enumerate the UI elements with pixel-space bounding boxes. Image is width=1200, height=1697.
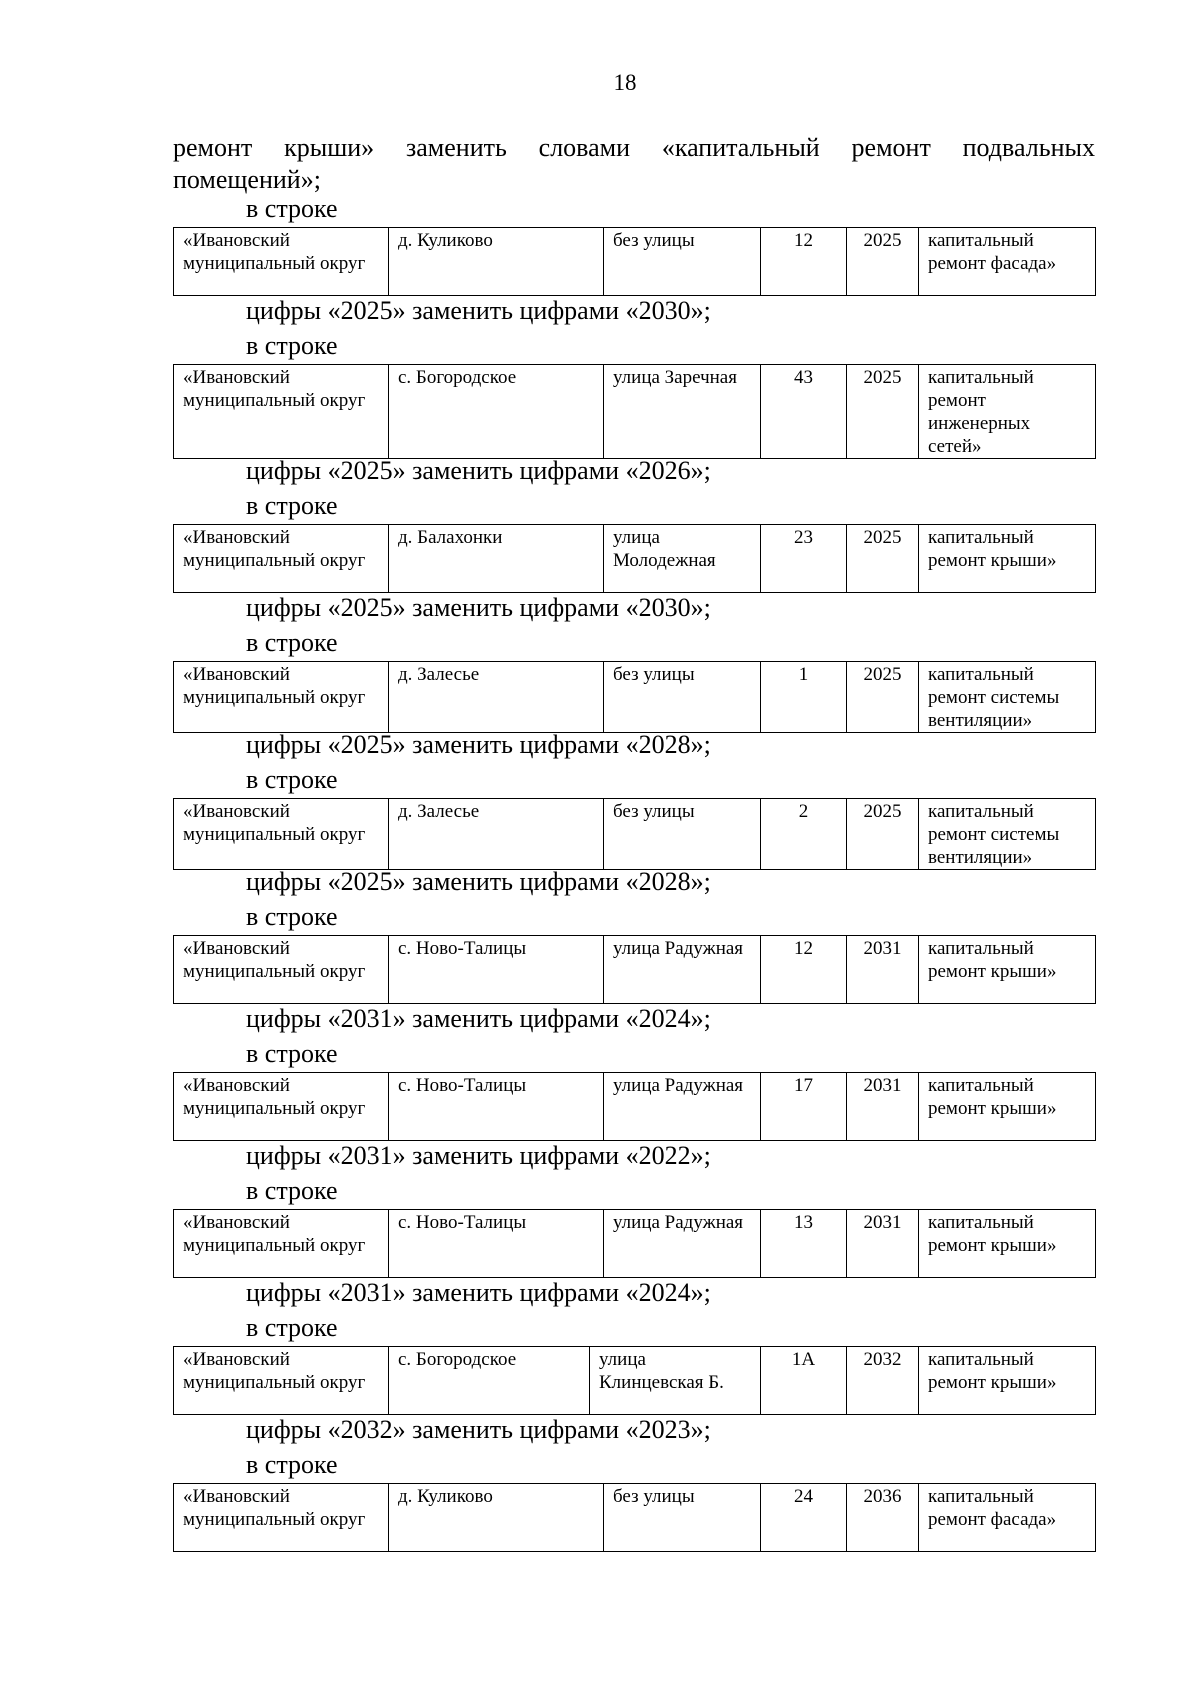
cell-house: 24 [761,1484,847,1552]
cell-year: 2031 [847,1210,919,1278]
cell-street: улица Молодежная [604,525,761,593]
instruction-text: цифры «2025» заменить цифрами «2028»; [246,867,711,896]
amendment-block [173,491,1095,634]
intro-line-1 [173,132,1095,164]
cell-house: 23 [761,525,847,593]
amendment-block [173,902,1095,1045]
cell-municipality: «Ивановский муниципальный округ [174,525,389,593]
cell-municipality: «Ивановский муниципальный округ [174,1210,389,1278]
cell-settlement: с. Ново-Талицы [389,936,604,1004]
cell-municipality: «Ивановский муниципальный округ [174,1347,389,1415]
cell-street: без улицы [604,799,761,870]
in-row-label: в строке [246,1313,338,1342]
table-row [174,1347,1096,1415]
cell-settlement: д. Куликово [389,228,604,296]
cell-work-type: капитальный ремонт фасада» [919,1484,1096,1552]
intro-paragraph [173,132,1095,196]
cell-municipality: «Ивановский муниципальный округ [174,365,389,459]
cell-year: 2036 [847,1484,919,1552]
in-row-label: в строке [246,194,338,223]
row-table [173,661,1096,733]
intro-word: ремонт [173,133,253,162]
instruction-text: цифры «2031» заменить цифрами «2024»; [246,1004,711,1033]
amendment-block [173,1176,1095,1319]
intro-word: крыши» [284,133,375,162]
cell-settlement: д. Балахонки [389,525,604,593]
cell-work-type: капитальный ремонт инженерных сетей» [919,365,1096,459]
cell-street: улица Клинцевская Б. [590,1347,761,1415]
table-row [174,799,1096,870]
cell-work-type: капитальный ремонт крыши» [919,936,1096,1004]
cell-settlement: д. Залесье [389,799,604,870]
row-table [173,1072,1096,1141]
in-row-label: в строке [246,1176,338,1205]
in-row-label: в строке [246,628,338,657]
row-table [173,798,1096,870]
cell-house: 13 [761,1210,847,1278]
intro-word: ремонт [851,133,931,162]
cell-work-type: капитальный ремонт крыши» [919,525,1096,593]
amendment-blocks [173,194,1095,1593]
instruction-text: цифры «2032» заменить цифрами «2023»; [246,1415,711,1444]
instruction-text: цифры «2025» заменить цифрами «2028»; [246,730,711,759]
cell-house: 12 [761,936,847,1004]
cell-street: улица Заречная [604,365,761,459]
cell-settlement: с. Ново-Талицы [389,1073,604,1141]
amendment-block [173,331,1095,497]
cell-year: 2025 [847,228,919,296]
table-row [174,1484,1096,1552]
cell-house: 12 [761,228,847,296]
in-row-label: в строке [246,765,338,794]
table-row [174,936,1096,1004]
cell-year: 2031 [847,936,919,1004]
intro-line-2: помещений»; [173,165,321,194]
amendment-block [173,765,1095,908]
cell-year: 2025 [847,662,919,733]
cell-work-type: капитальный ремонт системы вентиляции» [919,799,1096,870]
in-row-label: в строке [246,491,338,520]
intro-word: словами [538,133,631,162]
cell-year: 2031 [847,1073,919,1141]
table-row [174,1073,1096,1141]
in-row-label: в строке [246,1450,338,1479]
cell-work-type: капитальный ремонт фасада» [919,228,1096,296]
cell-house: 1А [761,1347,847,1415]
amendment-block [173,1450,1095,1593]
instruction-text: цифры «2031» заменить цифрами «2022»; [246,1141,711,1170]
intro-word: заменить [405,133,507,162]
cell-year: 2025 [847,799,919,870]
instruction-text: цифры «2025» заменить цифрами «2030»; [246,593,711,622]
cell-street: улица Радужная [604,936,761,1004]
cell-street: без улицы [604,228,761,296]
in-row-label: в строке [246,1039,338,1068]
instruction-text: цифры «2025» заменить цифрами «2030»; [246,296,711,325]
cell-work-type: капитальный ремонт системы вентиляции» [919,662,1096,733]
cell-municipality: «Ивановский муниципальный округ [174,799,389,870]
cell-settlement: д. Куликово [389,1484,604,1552]
table-row [174,1210,1096,1278]
table-row [174,662,1096,733]
row-table [173,935,1096,1004]
cell-settlement: с. Ново-Талицы [389,1210,604,1278]
row-table [173,1483,1096,1552]
cell-work-type: капитальный ремонт крыши» [919,1073,1096,1141]
cell-street: улица Радужная [604,1210,761,1278]
amendment-block [173,1039,1095,1182]
cell-year: 2032 [847,1347,919,1415]
cell-street: улица Радужная [604,1073,761,1141]
amendment-block [173,628,1095,771]
cell-municipality: «Ивановский муниципальный округ [174,228,389,296]
cell-municipality: «Ивановский муниципальный округ [174,662,389,733]
cell-settlement: с. Богородское [389,1347,590,1415]
cell-settlement: д. Залесье [389,662,604,733]
cell-work-type: капитальный ремонт крыши» [919,1210,1096,1278]
cell-year: 2025 [847,525,919,593]
amendment-block [173,1313,1095,1456]
instruction-text: цифры «2031» заменить цифрами «2024»; [246,1278,711,1307]
page-number: 18 [613,70,637,95]
cell-municipality: «Ивановский муниципальный округ [174,936,389,1004]
cell-street: без улицы [604,1484,761,1552]
cell-municipality: «Ивановский муниципальный округ [174,1073,389,1141]
cell-street: без улицы [604,662,761,733]
row-table [173,1209,1096,1278]
intro-word: подвальных [962,133,1095,162]
table-row [174,365,1096,459]
cell-house: 1 [761,662,847,733]
instruction-text: цифры «2025» заменить цифрами «2026»; [246,456,711,485]
cell-work-type: капитальный ремонт крыши» [919,1347,1096,1415]
row-table [173,227,1096,296]
row-table [173,1346,1096,1415]
row-table [173,524,1096,593]
in-row-label: в строке [246,902,338,931]
in-row-label: в строке [246,331,338,360]
row-table [173,364,1096,459]
intro-word: «капитальный [661,133,820,162]
table-row [174,228,1096,296]
table-row [174,525,1096,593]
cell-municipality: «Ивановский муниципальный округ [174,1484,389,1552]
cell-house: 2 [761,799,847,870]
cell-settlement: с. Богородское [389,365,604,459]
cell-year: 2025 [847,365,919,459]
cell-house: 17 [761,1073,847,1141]
amendment-block [173,194,1095,337]
cell-house: 43 [761,365,847,459]
